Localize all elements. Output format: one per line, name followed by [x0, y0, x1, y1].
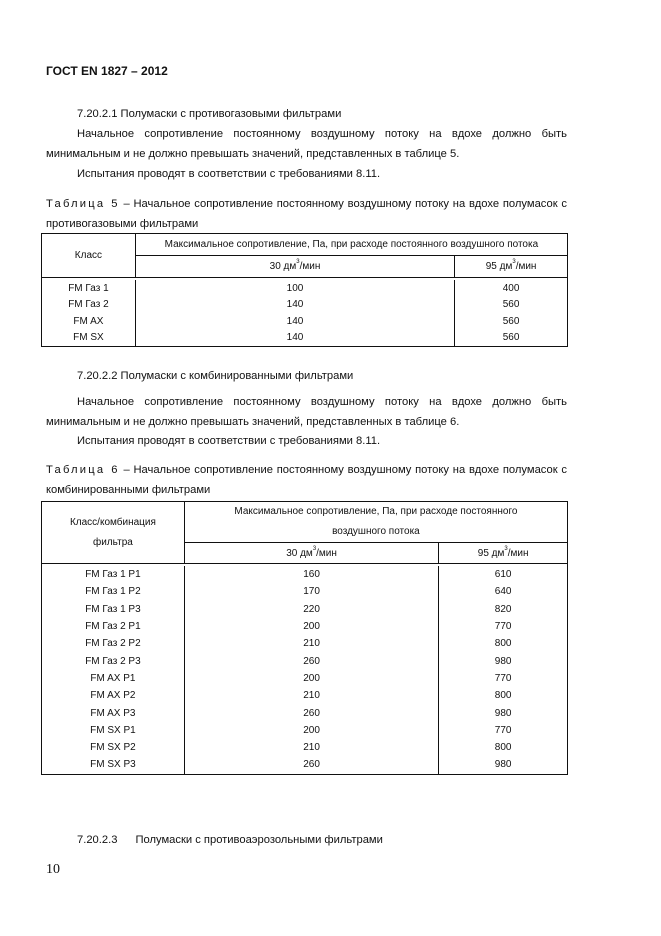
table-row — [42, 756, 568, 774]
cell-class: FM Газ 1 — [42, 280, 136, 297]
cell-30: 200 — [184, 722, 438, 739]
cell-class: FM AX P3 — [42, 704, 185, 721]
table-row — [42, 687, 568, 704]
cell-class: FM Газ 2 P2 — [42, 635, 185, 652]
table-row — [42, 652, 568, 669]
table5-caption-text: – Начальное сопротивление постоянному воздушному потоку на вдохе полумасок с противогазовыми фильтрами — [46, 198, 567, 230]
cell-95: 770 — [439, 722, 568, 739]
table-row — [42, 566, 568, 583]
cell-95: 800 — [439, 739, 568, 756]
cell-95: 980 — [439, 756, 568, 774]
section-title: Полумаски с противоаэрозольными фильтрами — [135, 834, 383, 846]
table6-caption-label: Таблица 6 — [46, 464, 120, 476]
cell-30: 260 — [184, 704, 438, 721]
page-number: 10 — [46, 862, 60, 877]
cell-class: FM SX P1 — [42, 722, 185, 739]
cell-95: 800 — [439, 687, 568, 704]
cell-class: FM AX — [42, 313, 136, 330]
table6-header-class: Класс/комбинация фильтра — [42, 502, 185, 564]
cell-95: 560 — [455, 313, 568, 330]
table5-caption — [46, 194, 567, 234]
cell-class: FM Газ 1 P3 — [42, 601, 185, 618]
cell-30: 140 — [135, 297, 454, 314]
table-row — [42, 670, 568, 687]
cell-95: 800 — [439, 635, 568, 652]
cell-class: FM SX P2 — [42, 739, 185, 756]
cell-95: 820 — [439, 601, 568, 618]
section-heading-7-20-2-3 — [77, 834, 383, 846]
cell-95: 770 — [439, 670, 568, 687]
table-row — [42, 313, 568, 330]
cell-30: 140 — [135, 313, 454, 330]
cell-class: FM Газ 2 — [42, 297, 136, 314]
paragraph-tests-2: Испытания проводят в соответствии с требованиями 8.11. — [77, 435, 381, 447]
cell-class: FM Газ 1 P2 — [42, 583, 185, 600]
table5-header-class: Класс — [42, 234, 136, 278]
cell-95: 980 — [439, 704, 568, 721]
paragraph-resistance-1: Начальное сопротивление постоянному воздушному потоку на вдохе должно быть минимальным и не должно превышать значений, представленных в таблице 5. — [46, 128, 567, 160]
section-heading-7-20-2-2: 7.20.2.2 Полумаски с комбинированными фильтрами — [77, 370, 354, 382]
cell-30: 210 — [184, 739, 438, 756]
section-number: 7.20.2.3 — [77, 834, 118, 846]
cell-30: 200 — [184, 618, 438, 635]
table-row — [42, 280, 568, 297]
table5-caption-label: Таблица 5 — [46, 198, 120, 210]
cell-30: 160 — [184, 566, 438, 583]
table-row — [42, 601, 568, 618]
cell-95: 770 — [439, 618, 568, 635]
cell-30: 200 — [184, 670, 438, 687]
cell-30: 260 — [184, 652, 438, 669]
table-row — [42, 704, 568, 721]
table-row — [42, 330, 568, 347]
table-row — [42, 297, 568, 314]
table6-header-group: Максимальное сопротивление, Па, при расходе постоянного воздушного потока — [184, 502, 567, 543]
table6-caption — [46, 460, 567, 500]
table5-header-95: 95 $дм^3$/мин — [455, 256, 568, 278]
paragraph-tests-1: Испытания проводят в соответствии с требованиями 8.11. — [77, 168, 381, 180]
cell-95: 640 — [439, 583, 568, 600]
cell-95: 980 — [439, 652, 568, 669]
table5-header-30: 30 $дм^3$/мин — [135, 256, 454, 278]
cell-class: FM SX P3 — [42, 756, 185, 774]
cell-class: FM AX P1 — [42, 670, 185, 687]
table-5 — [41, 233, 568, 347]
cell-class: FM Газ 1 P1 — [42, 566, 185, 583]
cell-30: 260 — [184, 756, 438, 774]
cell-30: 210 — [184, 687, 438, 704]
cell-30: 220 — [184, 601, 438, 618]
paragraph-resistance-2: Начальное сопротивление постоянному воздушному потоку на вдохе должно быть минимальным и не должно превышать значений, представленных в таблице 6. — [46, 396, 567, 428]
cell-class: FM Газ 2 P1 — [42, 618, 185, 635]
cell-30: 210 — [184, 635, 438, 652]
cell-95: 560 — [455, 297, 568, 314]
cell-95: 400 — [455, 280, 568, 297]
cell-class: FM SX — [42, 330, 136, 347]
table-row — [42, 739, 568, 756]
table5-header-group: Максимальное сопротивление, Па, при расходе постоянного воздушного потока — [135, 234, 567, 256]
cell-30: 170 — [184, 583, 438, 600]
cell-30: 100 — [135, 280, 454, 297]
table-row — [42, 618, 568, 635]
document-header: ГОСТ EN 1827 – 2012 — [46, 64, 168, 78]
table-row — [42, 722, 568, 739]
table6-caption-text: – Начальное сопротивление постоянному воздушному потоку на вдохе полумасок с комбинированными фильтрами — [46, 464, 567, 496]
cell-95: 610 — [439, 566, 568, 583]
table-row — [42, 635, 568, 652]
cell-95: 560 — [455, 330, 568, 347]
table6-header-30: 30 $дм^3$/мин — [184, 543, 438, 564]
table-6 — [41, 501, 568, 775]
table6-header-95: 95 $дм^3$/мин — [439, 543, 568, 564]
cell-30: 140 — [135, 330, 454, 347]
cell-class: FM Газ 2 P3 — [42, 652, 185, 669]
table-row — [42, 583, 568, 600]
section-heading-7-20-2-1: 7.20.2.1 Полумаски с противогазовыми фильтрами — [77, 108, 342, 120]
cell-class: FM AX P2 — [42, 687, 185, 704]
